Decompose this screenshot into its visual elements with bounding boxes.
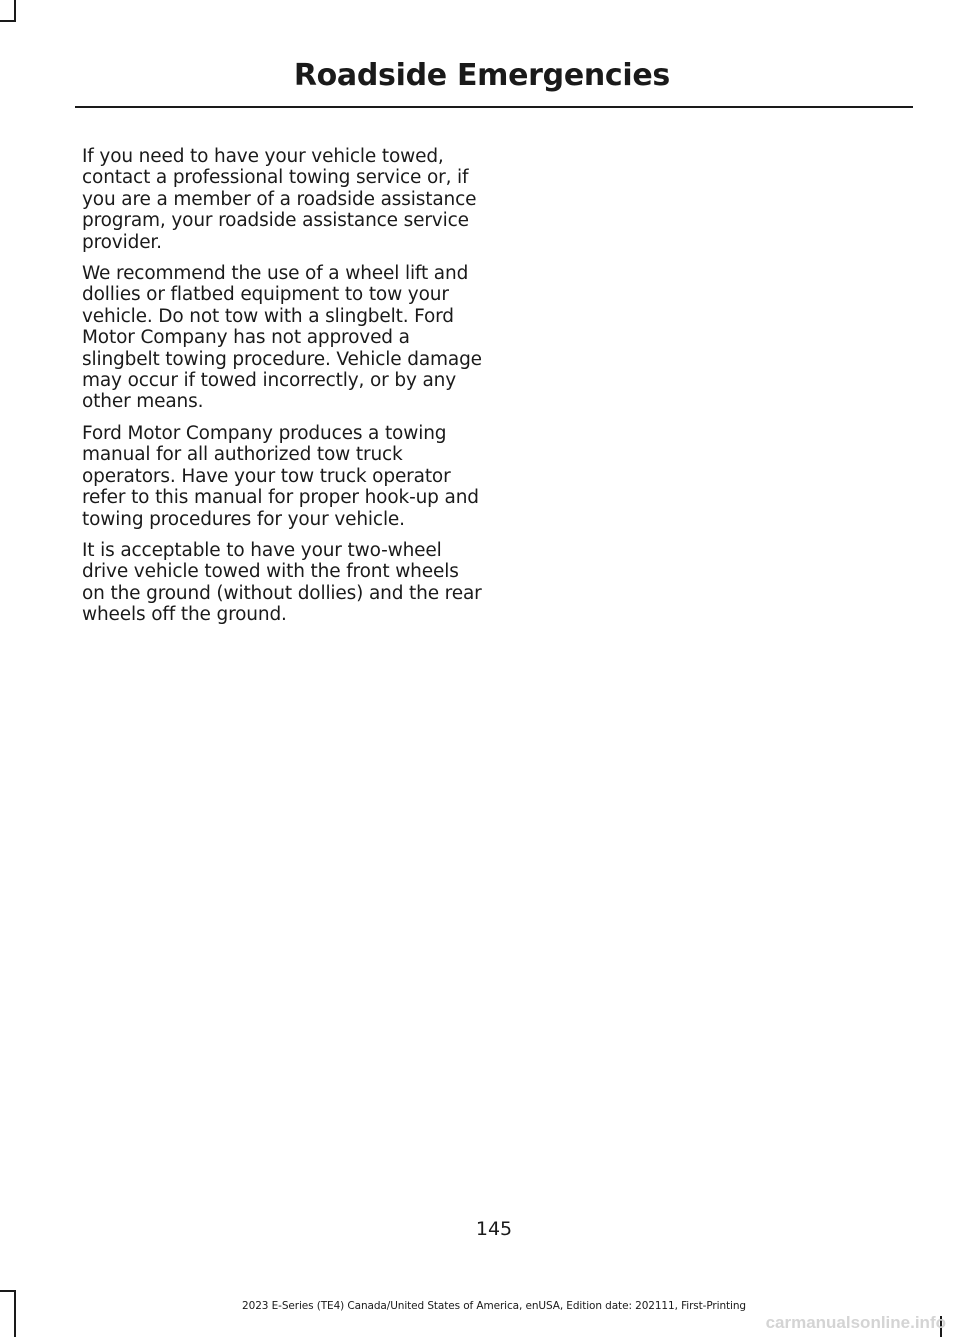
watermark: carmanualsonline.info	[765, 1313, 946, 1332]
crop-mark-top-left-horizontal	[0, 20, 16, 22]
crop-mark-top-left-vertical	[14, 0, 16, 20]
paragraph-towing-manual: Ford Motor Company produces a towing manual for all authorized tow truck operators. Have your tow truck operator refer to this manual for proper hook-up and towing procedures for your vehicle.	[82, 422, 479, 530]
page-number: 145	[475, 1218, 513, 1240]
page-title: Roadside Emergencies	[293, 58, 670, 93]
header-rule	[75, 106, 913, 108]
paragraph-towing-service: If you need to have your vehicle towed, contact a professional towing service or, if you are a member of a roadside assistance program, your roadside assistance service provider.	[82, 146, 477, 253]
paragraph-two-wheel-drive: It is acceptable to have your two-wheel drive vehicle towed with the front wheels on the ground (without dollies) and the rear wheels off the ground.	[82, 539, 482, 626]
crop-mark-bottom-left-vertical	[14, 1290, 16, 1337]
body-text-column	[82, 146, 482, 636]
paragraph-towing-equipment: We recommend the use of a wheel lift and dollies or flatbed equipment to tow your vehicle. Do not tow with a slingbelt. Ford Motor Company has not approved a slingbelt towing procedure. Vehicle damage may occur if towed incorrectly, or by any other means.	[82, 263, 482, 413]
crop-mark-bottom-left-horizontal	[0, 1290, 16, 1292]
edition-note: 2023 E-Series (TE4) Canada/United States of America, enUSA, Edition date: 202111, First-Printing	[242, 1300, 746, 1312]
